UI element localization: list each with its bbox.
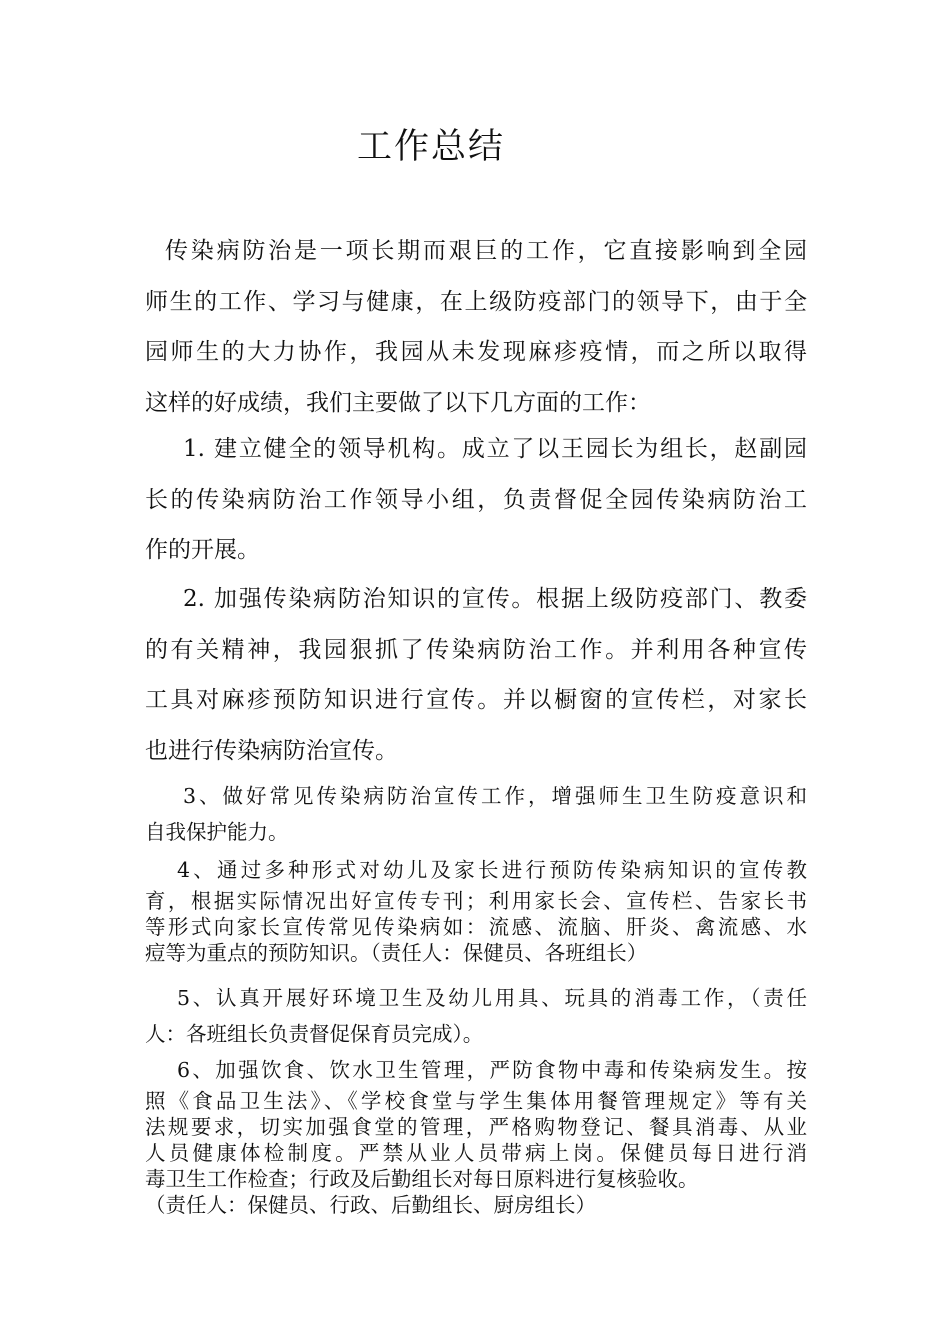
item-3-line: 3、做好常见传染病防治宣传工作，增强师生卫生防疫意识和: [183, 784, 807, 808]
item-2-line: 的有关精神，我园狠抓了传染病防治工作。并利用各种宣传: [145, 636, 807, 663]
document-title: 工作总结: [357, 127, 506, 167]
item-3-paragraph: [145, 778, 807, 850]
item-6-line: 毒卫生工作检查；行政及后勤组长对每日原料进行复核验收。: [145, 1167, 699, 1191]
item-6-line: （责任人：保健员、行政、后勤组长、厨房组长）: [145, 1193, 596, 1217]
intro-line: 师生的工作、学习与健康，在上级防疫部门的领导下，由于全: [145, 288, 807, 315]
item-4-line: 痘等为重点的预防知识。（责任人：保健员、各班组长）: [145, 941, 648, 965]
item-6-line: 人员健康体检制度。严禁从业人员带病上岗。保健员每日进行消: [145, 1141, 807, 1165]
item-1-line: 长的传染病防治工作领导小组，负责督促全园传染病防治工: [145, 486, 807, 513]
item-5-paragraph: [145, 980, 807, 1052]
intro-line: 园师生的大力协作，我园从未发现麻疹疫情，而之所以取得: [145, 339, 807, 365]
intro-line: 这样的好成绩，我们主要做了以下几方面的工作：: [145, 389, 651, 416]
item-4-paragraph: [145, 852, 807, 966]
intro-line: 传染病防治是一项长期而艰巨的工作，它直接影响到全园: [165, 238, 807, 264]
item-4-line: 育，根据实际情况出好宣传专刊；利用家长会、宣传栏、告家长书: [145, 889, 807, 913]
item-6-paragraph: [145, 1052, 807, 1218]
item-6-line: 法规要求，切实加强食堂的管理，严格购物登记、餐具消毒、从业: [145, 1115, 807, 1139]
intro-paragraph: [145, 226, 807, 428]
item-1-line: 作的开展。: [145, 537, 260, 563]
item-1-line: 1. 建立健全的领导机构。成立了以王园长为组长，赵副园: [183, 436, 807, 462]
item-3-line: 自我保护能力。: [145, 820, 289, 844]
item-5-line: 人：各班组长负责督促保育员完成）。: [145, 1022, 484, 1046]
item-6-line: 6、加强饮食、饮水卫生管理，严防食物中毒和传染病发生。按: [177, 1058, 807, 1082]
item-2-line: 也进行传染病防治宣传。: [145, 737, 398, 764]
item-1-paragraph: [145, 424, 807, 576]
item-4-line: 4、通过多种形式对幼儿及家长进行预防传染病知识的宣传教: [177, 858, 807, 882]
item-4-line: 等形式向家长宣传常见传染病如：流感、流脑、肝炎、禽流感、水: [145, 915, 807, 939]
item-2-line: 2. 加强传染病防治知识的宣传。根据上级防疫部门、教委: [183, 586, 807, 612]
item-6-line: 照《食品卫生法》、《学校食堂与学生集体用餐管理规定》等有关: [145, 1089, 807, 1113]
item-5-line: 5、认真开展好环境卫生及幼儿用具、玩具的消毒工作，（责任: [177, 986, 807, 1010]
item-2-paragraph: [145, 574, 807, 776]
item-2-line: 工具对麻疹预防知识进行宣传。并以橱窗的宣传栏，对家长: [145, 687, 807, 713]
